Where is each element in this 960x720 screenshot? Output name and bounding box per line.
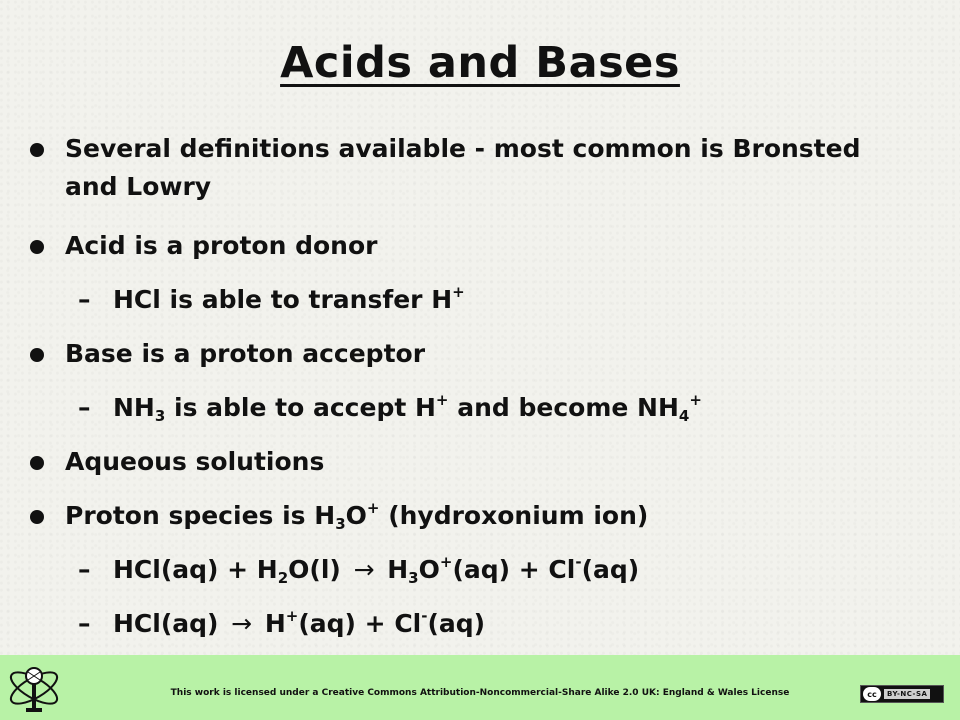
footer-bar bbox=[0, 655, 960, 720]
bullet-dot-icon bbox=[30, 240, 44, 254]
equation-text: HCl(aq) → H+(aq) + Cl-(aq) bbox=[113, 607, 486, 638]
dash-marker: – bbox=[78, 285, 91, 314]
sub-bullet-text: HCl is able to transfer H+ bbox=[113, 283, 465, 314]
bullet-dot-icon bbox=[30, 510, 44, 524]
bullet-text: Acid is a proton donor bbox=[65, 231, 378, 260]
cc-license-badge[interactable] bbox=[860, 685, 944, 703]
arrow-icon: → bbox=[353, 555, 375, 584]
slide-title: Acids and Bases bbox=[280, 38, 680, 88]
bullet-dot-icon bbox=[30, 456, 44, 470]
bullet-dot-icon bbox=[30, 348, 44, 362]
license-text: This work is licensed under a Creative Commons Attribution-Noncommercial-Share Alike 2.0 UK: England & Wales License bbox=[170, 688, 790, 698]
dash-marker: – bbox=[78, 609, 91, 638]
bullet-text: Aqueous solutions bbox=[65, 447, 325, 476]
equation-text: $HCl(aq) + H_2O(l) \to H_3O^+(aq) + Cl^-(aq)$ bbox=[113, 553, 640, 587]
bullet-dot-icon bbox=[30, 143, 44, 157]
bullet-text: Base is a proton acceptor bbox=[65, 339, 426, 368]
cc-badge-label: BY-NC-SA bbox=[884, 689, 930, 699]
arrow-icon: → bbox=[231, 609, 253, 638]
cc-icon: cc bbox=[863, 687, 881, 701]
sub-bullet-text: $NH_3$ is able to accept H+ and become $NH_4^+$ bbox=[113, 391, 702, 425]
dash-marker: – bbox=[78, 555, 91, 584]
dash-marker: – bbox=[78, 393, 91, 422]
bullet-text: Proton species is $H_3O^+$ (hydroxonium ion) bbox=[65, 499, 649, 533]
bullet-text: Several definitions available - most common is Bronsted and Lowry bbox=[65, 134, 861, 201]
